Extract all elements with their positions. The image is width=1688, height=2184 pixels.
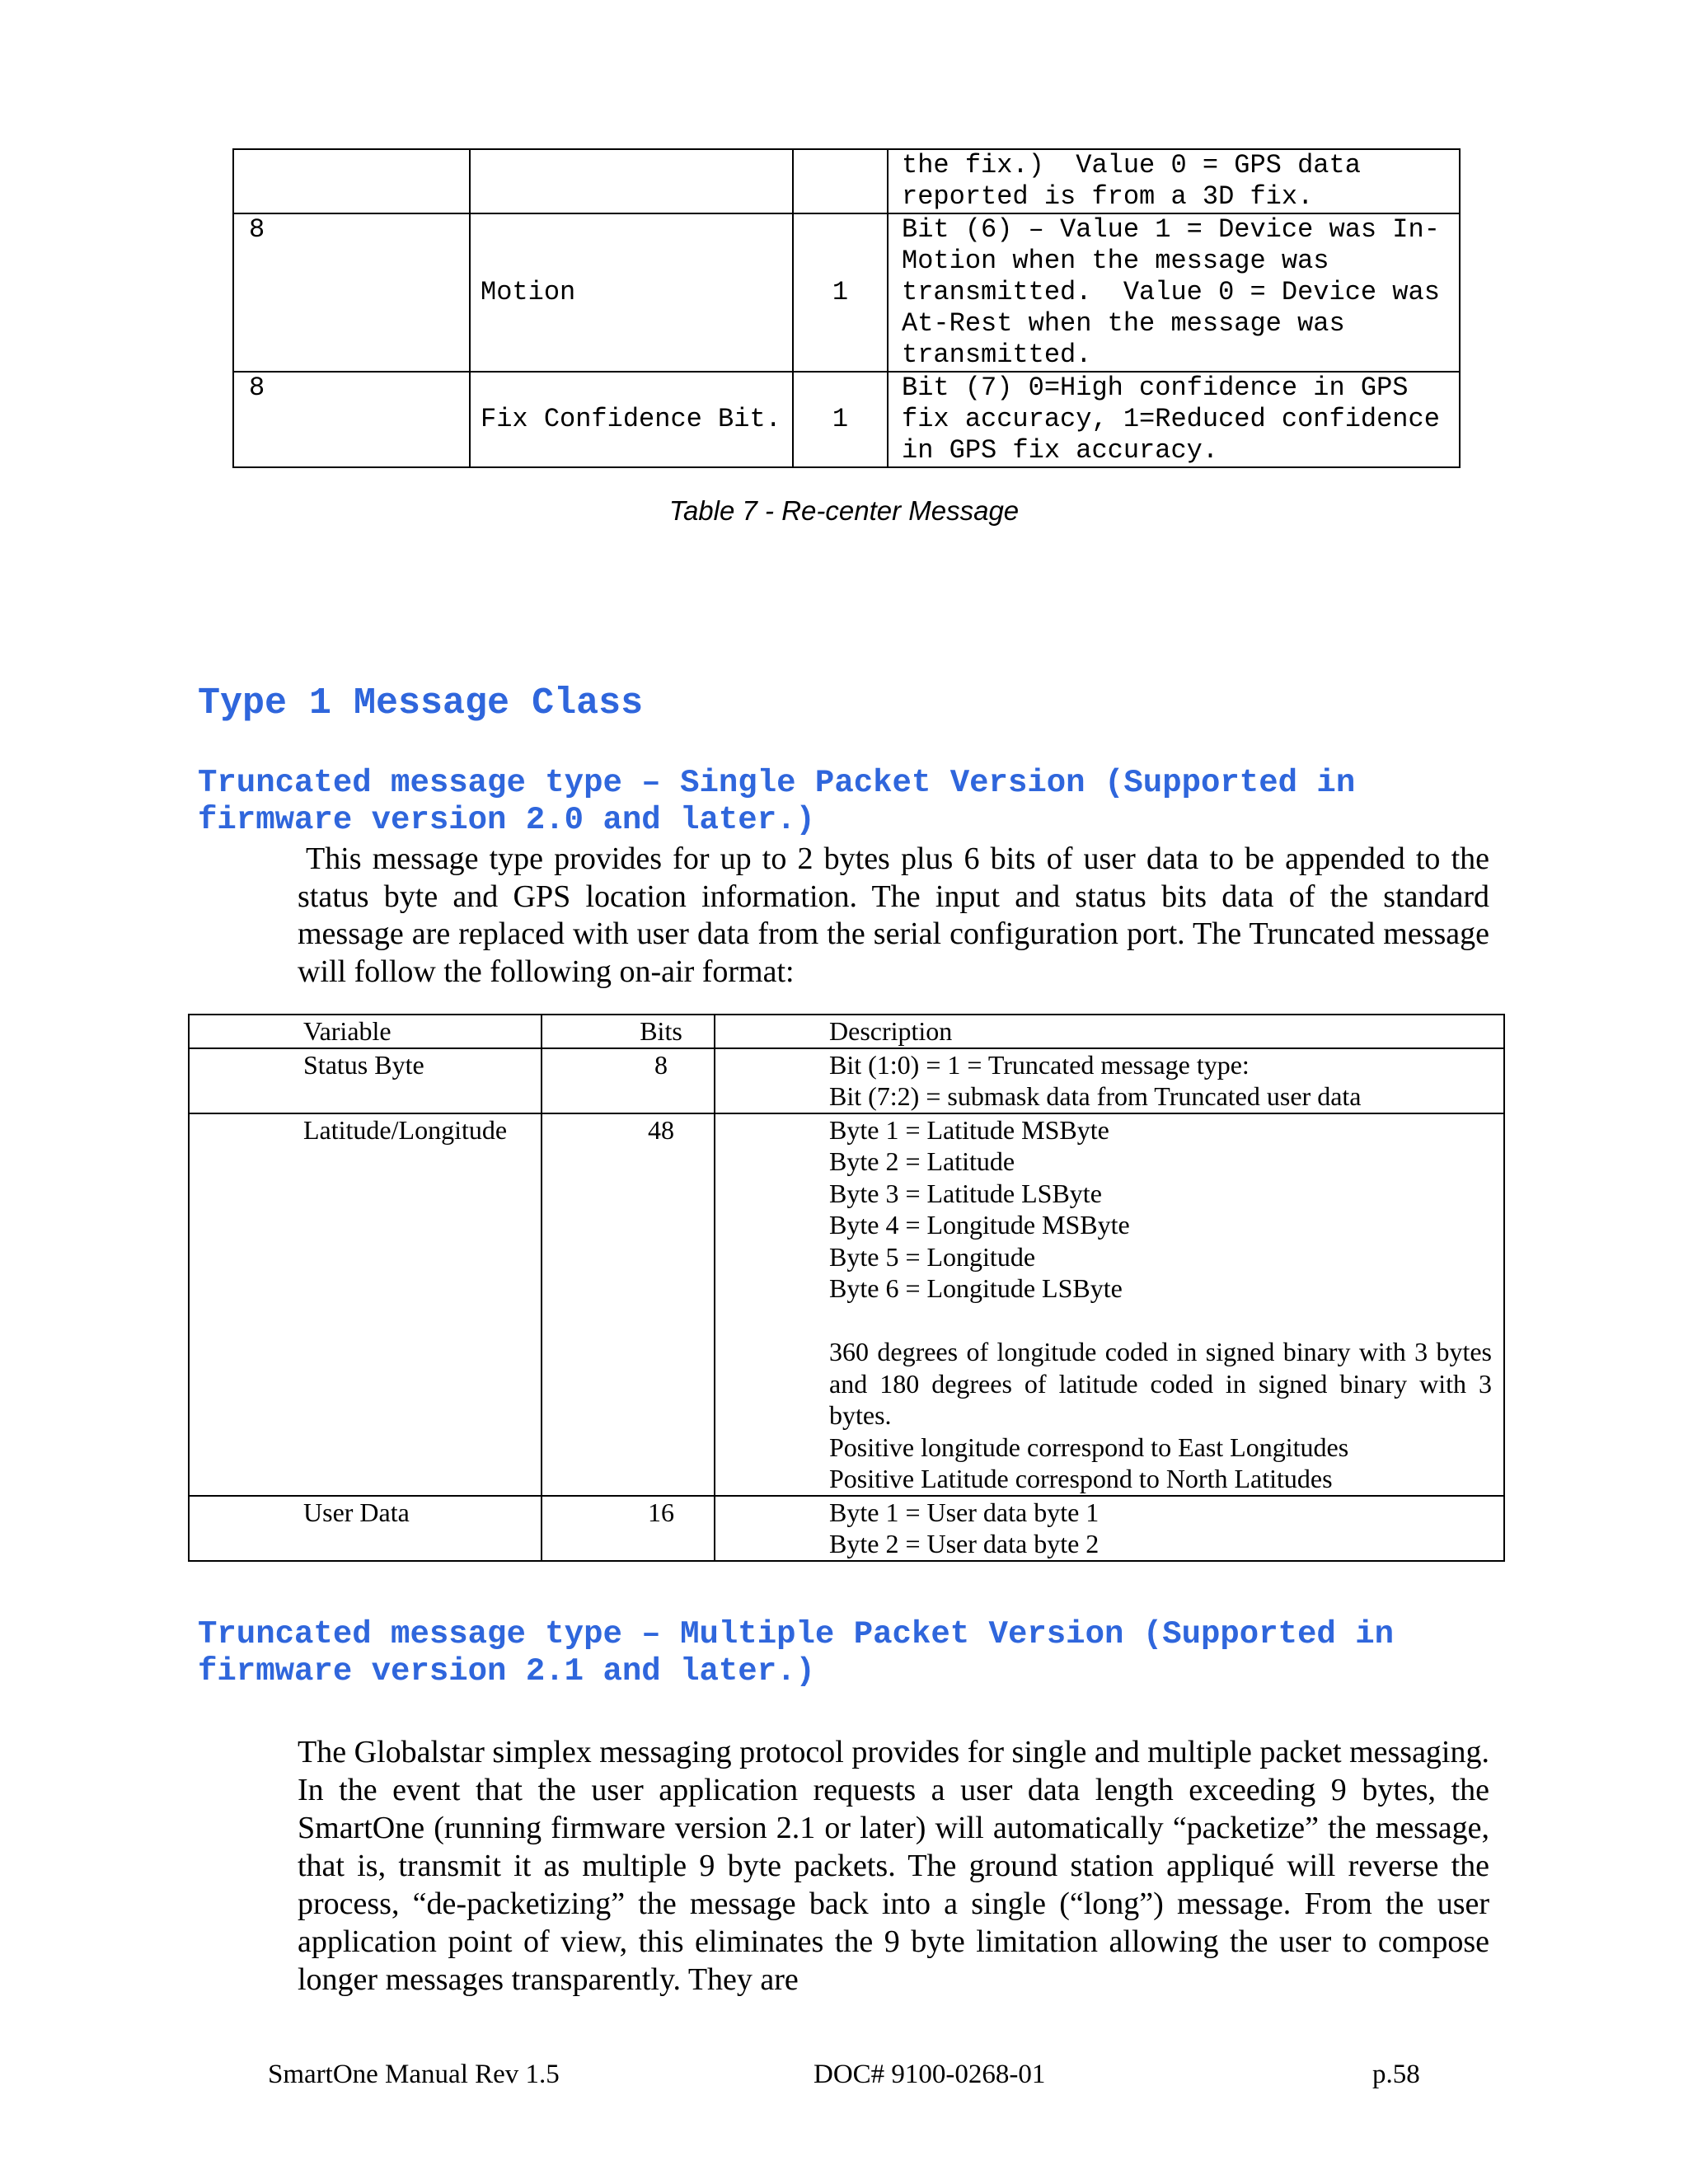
section-title: Type 1 Message Class: [198, 682, 644, 724]
table-header-row: [189, 1015, 1504, 1048]
table-cell: Motion: [470, 213, 793, 372]
variable-cell: Latitude/Longitude: [189, 1113, 542, 1496]
description-line: Byte 1 = User data byte 1: [829, 1497, 1100, 1527]
bits-cell: 8: [542, 1048, 715, 1113]
description-line: Byte 1 = Latitude MSByte: [829, 1114, 1109, 1145]
table-cell: 1: [793, 372, 888, 467]
table-cell: Bit (7) 0=High confidence in GPS fix accuracy, 1=Reduced confidence in GPS fix accuracy.: [888, 372, 1460, 467]
spacer: [829, 1305, 1492, 1337]
description-line: Byte 6 = Longitude LSByte: [829, 1273, 1123, 1303]
table-cell: [793, 149, 888, 213]
description-line: Positive Latitude correspond to North Latitudes: [829, 1464, 1333, 1493]
table-cell: [233, 149, 470, 213]
description-line: Positive longitude correspond to East Longitudes: [829, 1432, 1349, 1462]
variable-cell: User Data: [189, 1496, 542, 1561]
table-row: [189, 1048, 1504, 1113]
footer-manual-rev: SmartOne Manual Rev 1.5: [268, 2060, 560, 2089]
description-cell: [715, 1113, 1504, 1496]
description-line: Byte 2 = Latitude: [829, 1146, 1015, 1176]
table-cell: Bit (6) – Value 1 = Device was In-Motion when the message was transmitted. Value 0 = Device was At-Rest when the message was transmitted.: [888, 213, 1460, 372]
description-line: Byte 4 = Longitude MSByte: [829, 1210, 1130, 1240]
subsection-title-multiple-packet: Truncated message type – Multiple Packet Version (Supported in firmware version 2.1 and later.): [198, 1616, 1395, 1690]
table-row: [233, 372, 1460, 467]
body-paragraph: The Globalstar simplex messaging protocol provides for single and multiple packet messaging. In the event that the user application requests a user data length exceeding 9 bytes, the SmartOne (running firmware version 2.1 or later) will automatically “packetize” the message, that is, transmit it as multiple 9 byte packets. The ground station appliqué will reverse the process, “de-packetizing” the message back into a single (“long”) message. From the user application point of view, this eliminates the 9 byte limitation allowing the user to compose longer messages transparently. They are: [298, 1735, 1489, 1997]
footer-page-number: p.58: [1372, 2060, 1420, 2089]
bits-cell: 16: [542, 1496, 715, 1561]
table-caption: Table 7 - Re-center Message: [668, 495, 1020, 526]
footer-doc-number: DOC# 9100-0268-01: [814, 2060, 1046, 2089]
table-row: [189, 1496, 1504, 1561]
description-line: Byte 2 = User data byte 2: [829, 1529, 1100, 1558]
table-cell: Fix Confidence Bit.: [470, 372, 793, 467]
bits-cell: 48: [542, 1113, 715, 1496]
column-header-variable: Variable: [189, 1015, 542, 1048]
subsection-title-single-packet: Truncated message type – Single Packet Version (Supported in firmware version 2.0 and later.): [198, 765, 1356, 838]
description-line: Bit (1:0) = 1 = Truncated message type:: [829, 1049, 1250, 1080]
description-cell: [715, 1496, 1504, 1561]
table-cell: [470, 149, 793, 213]
table-row: [189, 1113, 1504, 1496]
description-line: Byte 5 = Longitude: [829, 1241, 1036, 1272]
column-header-bits: Bits: [542, 1015, 715, 1048]
table-cell: 8: [233, 372, 470, 467]
recenter-table: [232, 148, 1461, 468]
description-cell: [715, 1048, 1504, 1113]
description-line: Bit (7:2) = submask data from Truncated user data: [829, 1081, 1362, 1111]
variable-cell: Status Byte: [189, 1048, 542, 1113]
table-cell: 8: [233, 213, 470, 372]
truncated-format-table: [188, 1014, 1505, 1562]
body-paragraph: This message type provides for up to 2 bytes plus 6 bits of user data to be appended to the status byte and GPS location information. The input and status bits data of the standard message are replaced with user data from the serial configuration port. The Truncated message will follow the following on-air format:: [298, 841, 1489, 989]
table-cell: the fix.) Value 0 = GPS data reported is from a 3D fix.: [888, 149, 1460, 213]
description-line: Byte 3 = Latitude LSByte: [829, 1178, 1102, 1208]
table-row: [233, 213, 1460, 372]
description-note: 360 degrees of longitude coded in signed binary with 3 bytes and 180 degrees of latitude coded in signed binary with 3 bytes.: [829, 1337, 1492, 1430]
column-header-description: Description: [715, 1015, 1504, 1048]
table-row: [233, 149, 1460, 213]
table-cell: 1: [793, 213, 888, 372]
